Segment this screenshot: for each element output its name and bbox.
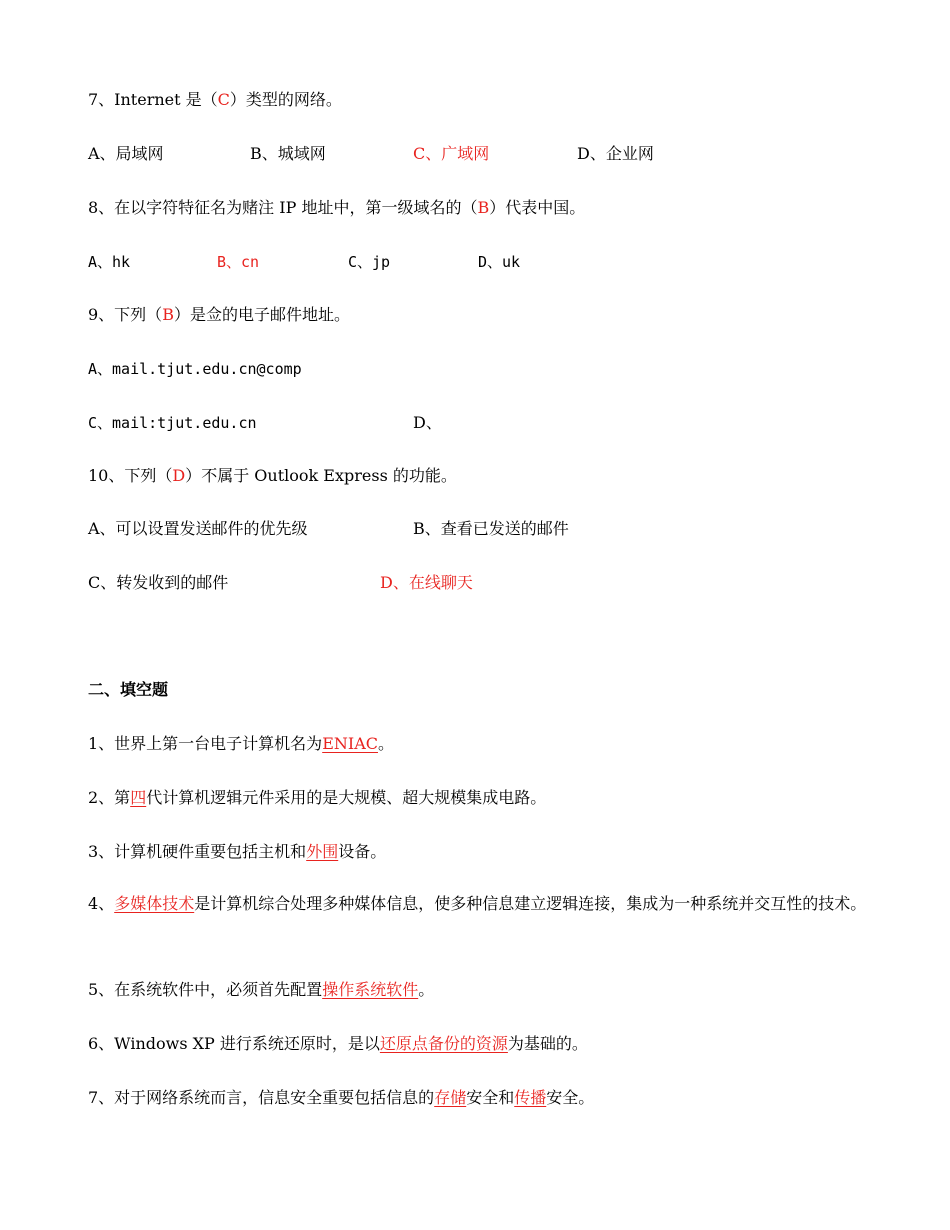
fill-4-suffix: 是计算机综合处理多种媒体信息，使多种信息建立逻辑连接，集成为一种系统并交互性的技术。 [194,894,867,913]
q8-option-d: D、uk [478,253,521,271]
fill-2-answer: 四 [130,788,147,807]
fill-7-suffix: 安全。 [546,1088,595,1107]
q9-option-c: C、mail:tjut.edu.cn [88,414,257,432]
question-10 [88,464,457,488]
q9-option-d: D、 [413,413,442,432]
fill-5-answer: 操作系统软件 [322,980,419,999]
fill-3-answer: 外围 [306,842,339,861]
question-9-answer: B [162,305,174,324]
q7-option-c: C、广域网 [413,144,490,163]
fill-5-prefix: 5、在系统软件中，必须首先配置 [88,980,323,999]
question-10-answer: D [172,466,186,485]
fill-6-suffix: 为基础的。 [507,1034,588,1053]
fill-item-3 [88,840,386,864]
fill-3-prefix: 3、计算机硬件重要包括主机和 [88,842,307,861]
q10-option-b: B、查看已发送的邮件 [413,519,569,538]
question-10-prefix: 10、下列（ [88,466,173,485]
fill-7-answer-2: 传播 [514,1088,547,1107]
question-9 [88,303,350,327]
question-7-prefix: 7、Internet 是（ [88,90,218,109]
fill-4-prefix: 4、 [88,894,115,913]
fill-item-2 [88,786,546,810]
question-8 [88,196,585,220]
fill-4-answer: 多媒体技术 [114,894,195,913]
question-9-prefix: 9、下列（ [88,305,163,324]
question-8-prefix: 8、在以字符特征名为赌注 IP 地址中，第一级域名的（ [88,198,478,217]
fill-item-1 [88,732,394,756]
fill-3-suffix: 设备。 [338,842,387,861]
fill-1-suffix: 。 [377,734,394,753]
q10-option-c: C、转发收到的邮件 [88,573,229,592]
q8-option-b: B、cn [217,253,260,271]
question-7-answer: C [217,90,230,109]
question-7 [88,88,342,112]
fill-7-prefix: 7、对于网络系统而言，信息安全重要包括信息的 [88,1088,435,1107]
q8-option-a: A、hk [88,253,131,271]
fill-7-answer-1: 存储 [434,1088,467,1107]
question-7-suffix: ）类型的网络。 [229,90,342,109]
fill-item-5 [88,978,434,1002]
fill-item-6 [88,1032,588,1056]
fill-6-prefix: 6、Windows XP 进行系统还原时，是以 [88,1034,380,1053]
q8-option-c: C、jp [348,253,391,271]
question-8-answer: B [477,198,490,217]
q7-option-d: D、企业网 [577,144,654,163]
section-heading-fill-in: 二、填空题 [88,680,169,699]
q7-option-b: B、城域网 [250,144,326,163]
q7-option-a: A、局域网 [88,144,164,163]
fill-2-suffix: 代计算机逻辑元件采用的是大规模、超大规模集成电路。 [146,788,547,807]
q9-option-a: A、mail.tjut.edu.cn@comp [88,360,302,378]
fill-1-answer: ENIAC [322,734,378,753]
fill-item-4 [88,888,868,920]
fill-7-middle: 安全和 [466,1088,515,1107]
fill-1-prefix: 1、世界上第一台电子计算机名为 [88,734,323,753]
q10-option-a: A、可以设置发送邮件的优先级 [88,519,308,538]
fill-5-suffix: 。 [418,980,435,999]
fill-2-prefix: 2、第 [88,788,131,807]
fill-6-answer: 还原点备份的资源 [379,1034,508,1053]
question-8-suffix: ）代表中国。 [489,198,586,217]
question-9-suffix: ）是佥的电子邮件地址。 [173,305,350,324]
question-10-suffix: ）不属于 Outlook Express 的功能。 [185,466,457,485]
fill-item-7 [88,1086,594,1110]
q10-option-d: D、在线聊天 [380,573,473,592]
